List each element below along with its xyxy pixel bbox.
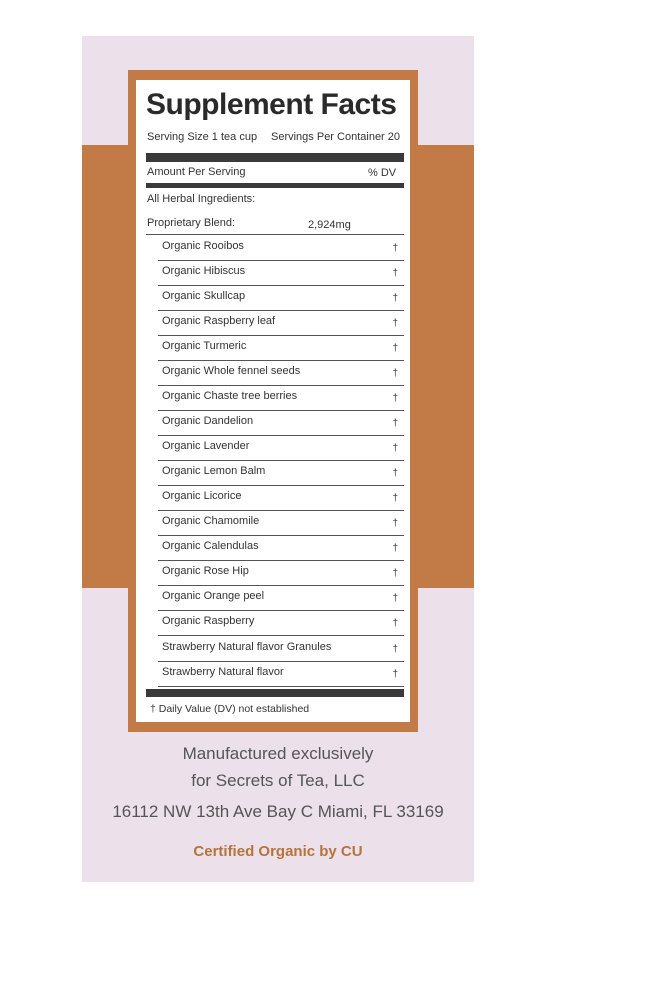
ingredient-name: Organic Dandelion	[162, 415, 254, 427]
dagger-mark: †	[392, 468, 398, 479]
ingredient-name: Organic Raspberry leaf	[162, 315, 276, 327]
ingredient-name: Organic Licorice	[162, 490, 242, 502]
dagger-mark: †	[392, 518, 398, 529]
dagger-mark: †	[392, 318, 398, 329]
dv-footnote: † Daily Value (DV) not established	[150, 703, 310, 715]
ingredient-row	[158, 260, 404, 286]
ingredient-row	[158, 535, 404, 561]
ingredient-name: Organic Lavender	[162, 440, 250, 452]
proprietary-blend-amount: 2,924mg	[308, 219, 351, 231]
dagger-mark: †	[392, 393, 398, 404]
ingredient-name: Organic Whole fennel seeds	[162, 365, 301, 377]
ingredient-row	[158, 585, 404, 611]
thick-rule-top	[146, 153, 404, 162]
thick-rule-bottom	[146, 689, 404, 697]
ingredient-name: Strawberry Natural flavor	[162, 666, 284, 678]
ingredient-row	[158, 560, 404, 586]
dagger-mark: †	[392, 593, 398, 604]
ingredient-row	[158, 510, 404, 536]
dagger-mark: †	[392, 368, 398, 379]
ingredient-row	[158, 410, 404, 436]
amount-per-serving: Amount Per Serving	[147, 166, 246, 178]
ingredient-row	[158, 636, 404, 662]
address-line: 16112 NW 13th Ave Bay C Miami, FL 33169	[112, 802, 444, 821]
dagger-mark: †	[392, 343, 398, 354]
ingredient-row	[158, 460, 404, 486]
ingredient-row	[158, 435, 404, 461]
dagger-mark: †	[392, 568, 398, 579]
label-title: Supplement Facts	[146, 88, 397, 121]
dagger-mark: †	[392, 493, 398, 504]
ingredient-row	[158, 235, 404, 261]
dagger-mark: †	[392, 293, 398, 304]
proprietary-blend-label: Proprietary Blend:	[147, 217, 236, 229]
dagger-mark: †	[392, 669, 398, 680]
dagger-mark: †	[392, 644, 398, 655]
dagger-mark: †	[392, 268, 398, 279]
manufactured-line-1: Manufactured exclusively	[182, 744, 374, 763]
ingredient-name: Organic Chamomile	[162, 515, 260, 527]
servings-per-container: Servings Per Container 20	[271, 131, 401, 143]
ingredient-row	[158, 385, 404, 411]
dagger-mark: †	[392, 243, 398, 254]
ingredient-name: Organic Hibiscus	[162, 265, 246, 277]
ingredient-row	[158, 335, 404, 361]
ingredient-name: Organic Turmeric	[162, 340, 247, 352]
thick-rule-mid	[146, 183, 404, 188]
serving-size: Serving Size 1 tea cup	[147, 131, 258, 143]
ingredient-row	[158, 485, 404, 511]
ingredient-name: Organic Lemon Balm	[162, 465, 266, 477]
ingredient-name: Organic Rooibos	[162, 240, 244, 252]
ingredient-name: Organic Raspberry	[162, 615, 255, 627]
dagger-mark: †	[392, 418, 398, 429]
certified-organic: Certified Organic by CU	[193, 843, 363, 860]
manufactured-line-2: for Secrets of Tea, LLC	[191, 771, 365, 790]
ingredient-name: Organic Rose Hip	[162, 565, 249, 577]
ingredient-name: Strawberry Natural flavor Granules	[162, 641, 332, 653]
all-herbal-ingredients: All Herbal Ingredients:	[147, 193, 256, 205]
ingredient-row	[158, 661, 404, 687]
ingredient-name: Organic Orange peel	[162, 590, 265, 602]
dagger-mark: †	[392, 443, 398, 454]
ingredient-row	[158, 610, 404, 636]
ingredient-name: Organic Skullcap	[162, 290, 246, 302]
ingredient-name: Organic Chaste tree berries	[162, 390, 298, 402]
dagger-mark: †	[392, 543, 398, 554]
ingredient-row	[158, 310, 404, 336]
dv-header: % DV	[368, 167, 397, 179]
ingredient-row	[158, 285, 404, 311]
dagger-mark: †	[392, 618, 398, 629]
ingredient-row	[158, 360, 404, 386]
ingredient-name: Organic Calendulas	[162, 540, 259, 552]
